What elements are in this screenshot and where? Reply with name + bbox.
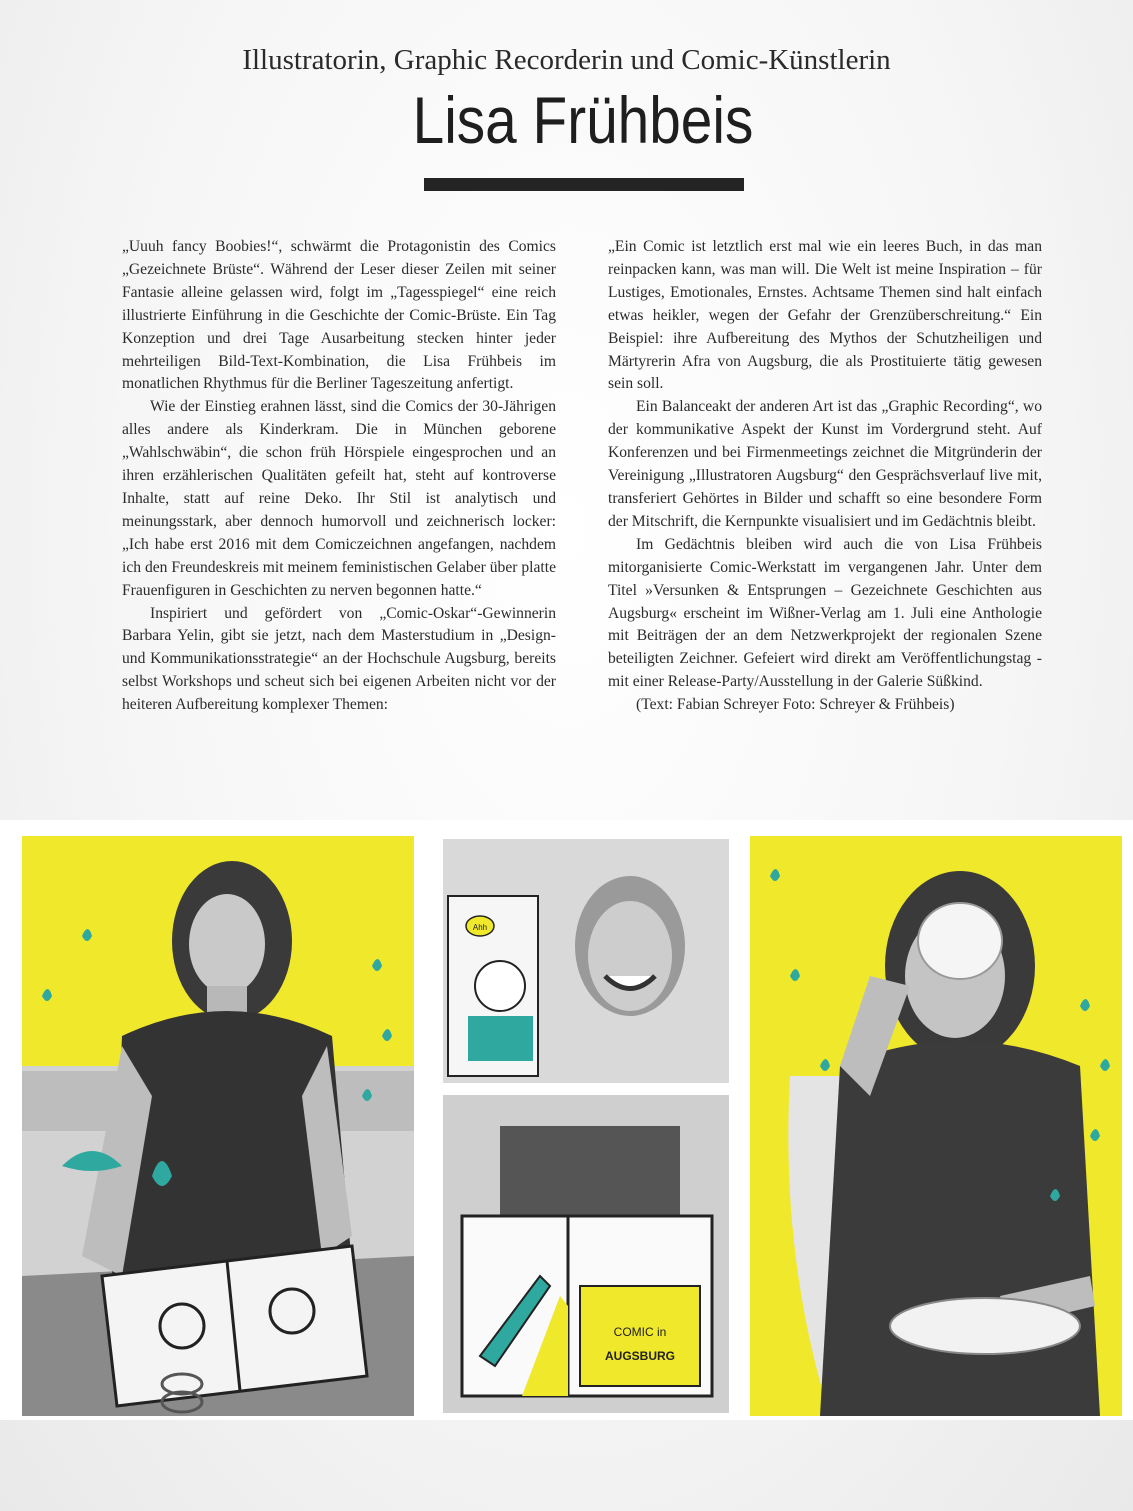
comic-logo-line1: COMIC in	[613, 1325, 667, 1339]
article-column-left	[122, 236, 556, 717]
photo-panels-illustration	[440, 836, 732, 1416]
page-title: Lisa Frühbeis	[412, 83, 754, 157]
article-column-right	[608, 236, 1042, 717]
paragraph: Im Gedächtnis bleiben wird auch die von Lisa Frühbeis mitorganisierte Comic-Werkstatt im vergangenen Jahr. Unter dem Titel »Versunken & Entsprungen – Gezeichnete Geschichten aus Augsburg« erscheint im Wißner-Verlag am 1. Juli eine Anthologie mit Beiträgen der an dem Netzwerkprojekt der regionalen Szene beteiligten Zeichner. Gefeiert wird direkt am Veröffentlichungstag - mit einer Release-Party/Ausstellung in der Galerie Süßkind.	[608, 535, 1042, 691]
paragraph: Inspiriert und gefördert von „Comic-Oskar“-Gewinnerin Barbara Yelin, gibt sie jetzt, nach dem Masterstudium in „Design- und Kommunikationsstrategie“ an der Hochschule Augsburg, bereits selbst Workshops und scheut sich bei eigenen Arbeiten nicht vor der heiteren Aufbereitung komplexer Themen:	[122, 604, 556, 714]
comic-speech-badge: Ahh	[472, 923, 488, 932]
comic-logo-line2: AUGSBURG	[604, 1349, 676, 1363]
subtitle: Illustratorin, Graphic Recorderin und Comic-Künstlerin	[242, 44, 891, 76]
photo-credit: (Text: Fabian Schreyer Foto: Schreyer & Frühbeis)	[636, 696, 955, 714]
paragraph: Ein Balanceakt der anderen Art ist das „Graphic Recording“, wo der kommunikative Aspekt der Kunst im Vordergrund steht. Auf Konferenzen und bei Firmenmeetings zeichnet die Mitgründerin der Vereinigung „Illustratoren Augsburg“ den Gesprächsverlauf live mit, transferiert Gehörtes in Bilder und schafft so eine besondere Form der Mitschrift, die Kernpunkte visualisiert und im Gedächtnis bleibt.	[608, 398, 1042, 530]
photo-drawing-at-table	[22, 836, 414, 1416]
paragraph: „Uuuh fancy Boobies!“, schwärmt die Protagonistin des Comics „Gezeichnete Brüste“. Während der Leser dieser Zeilen mit seiner Fantasie alleine gelassen wird, folgt im „Tagesspiegel“ eine reich illustrierte Einführung in die Geschichte der Comic-Brüste. Ein Tag Konzeption und drei Tage Ausarbeitung stecken hinter jeder mehrteiligen Bild-Text-Kombination, die Lisa Frühbeis im monatlichen Rhythmus für die Berliner Tageszeitung anfertigt.	[122, 238, 556, 393]
photo-drinking-tea	[750, 836, 1122, 1416]
title-rule	[424, 178, 744, 191]
photo-comic-panels	[440, 836, 732, 1416]
photo-drawing-illustration	[22, 836, 414, 1416]
paragraph: Wie der Einstieg erahnen lässt, sind die Comics der 30-Jährigen alles andere als Kinderkram. Die in München geborene „Wahlschwäbin“, die schon früh Hörspiele eingesprochen und an ihren erzählerischen Qualitäten gefeilt hat, steht auf kontroverse Inhalte, statt auf reine Deko. Ihr Stil ist analytisch und meinungsstark, aber dennoch humorvoll und zeichnerisch locker: „Ich habe erst 2016 mit dem Comiczeichnen angefangen, nachdem ich den Freundeskreis mit meinem feministischen Gelaber über platte Frauenfiguren in Geschichten zu nerven begonnen hatte.“	[122, 398, 556, 599]
photo-tea-illustration	[750, 836, 1122, 1416]
paragraph: „Ein Comic ist letztlich erst mal wie ein leeres Buch, in das man reinpacken kann, was man will. Die Welt ist meine Inspiration – für Lustiges, Emotionales, Ernstes. Achtsame Themen sind halt einfach etwas heikler, wegen der Gefahr der Grenzüberschreitung.“ Ein Beispiel: ihre Aufbereitung des Mythos der Schutzheiligen und Märtyrerin Afra von Augsburg, die als Prostituierte tätig gewesen sein soll.	[608, 238, 1042, 393]
